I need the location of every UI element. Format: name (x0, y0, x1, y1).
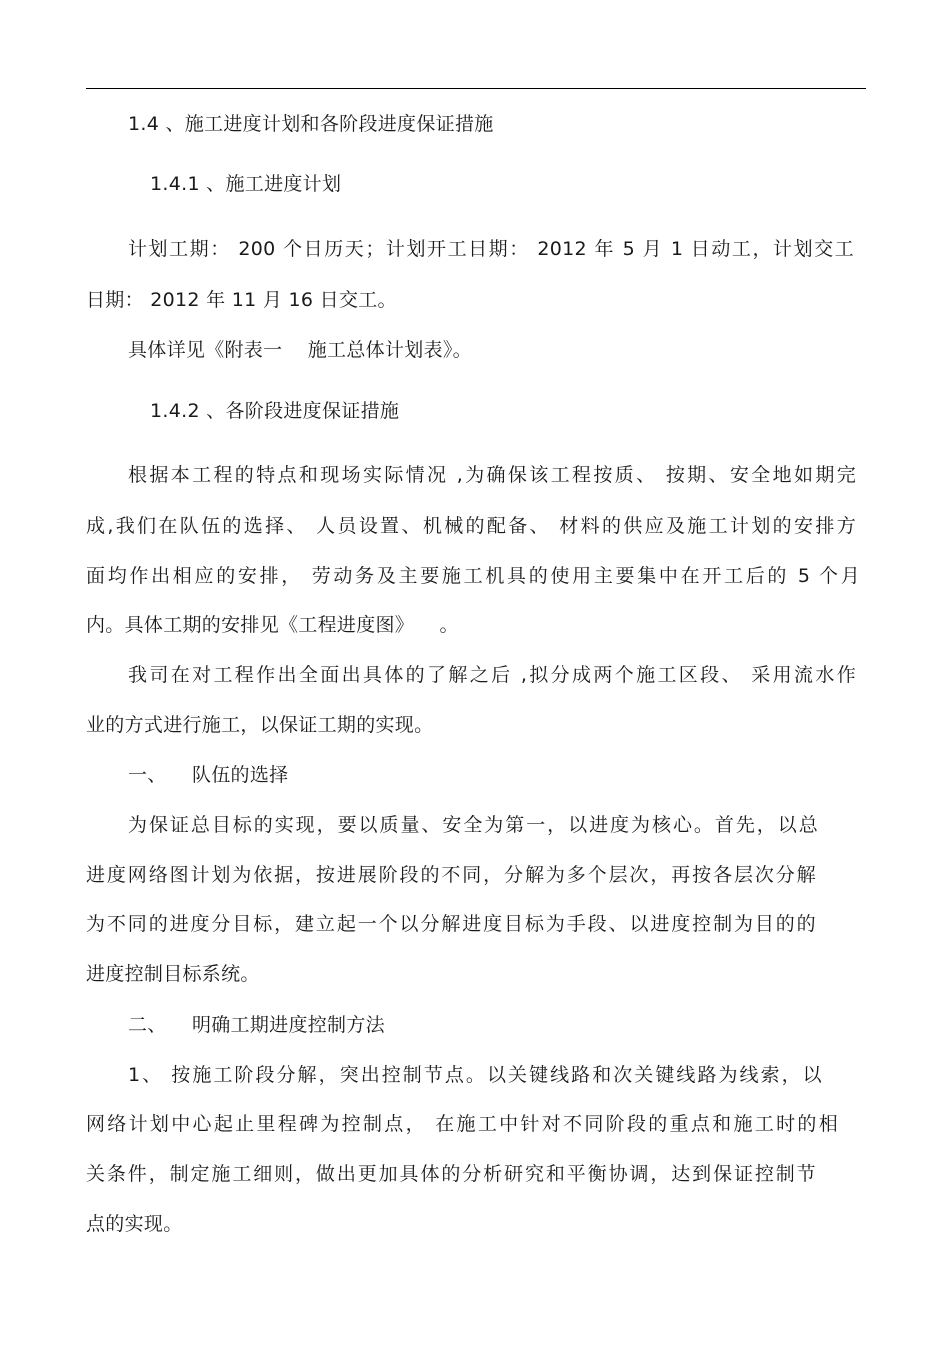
paragraph-schedule-line-1: 计划工期： 200 个日历天；计划开工日期： 2012 年 5 月 1 日动工，计划交工 (128, 238, 854, 260)
paragraph-item1-line-4: 进度控制目标系统。 (86, 963, 260, 985)
header-rule (86, 88, 866, 89)
paragraph-company-line-2: 业的方式进行施工，以保证工期的实现。 (86, 714, 434, 736)
section-title: 1.4 、施工进度计划和各阶段进度保证措施 (128, 113, 494, 135)
paragraph-item2-line-2: 网络计划中心起止里程碑为控制点， 在施工中针对不同阶段的重点和施工时的相 (86, 1113, 838, 1135)
paragraph-basis-line-4: 内。具体工期的安排见《工程进度图》 。 (86, 614, 459, 636)
paragraph-item1-line-3: 为不同的进度分目标，建立起一个以分解进度目标为手段、以进度控制为目的的 (86, 913, 816, 935)
paragraph-company-line-1: 我司在对工程作出全面出具体的了解之后 ,拟分成两个施工区段、 采用流水作 (128, 664, 856, 686)
paragraph-see-table: 具体详见《附表一 施工总体计划表》。 (128, 339, 472, 361)
paragraph-schedule-line-2: 日期： 2012 年 11 月 16 日交工。 (86, 289, 397, 311)
paragraph-item2-line-1: 1、 按施工阶段分解，突出控制节点。以关键线路和次关键线路为线索，以 (128, 1064, 822, 1086)
paragraph-item1-line-2: 进度网络图计划为依据，按进展阶段的不同，分解为多个层次，再按各层次分解 (86, 864, 816, 886)
item-2-heading: 二、 明确工期进度控制方法 (128, 1014, 385, 1036)
item-1-heading: 一、 队伍的选择 (128, 764, 289, 786)
subsection-title-1-4-2: 1.4.2 、各阶段进度保证措施 (150, 400, 400, 422)
paragraph-item1-line-1: 为保证总目标的实现，要以质量、安全为第一，以进度为核心。首先，以总 (128, 814, 818, 836)
paragraph-basis-line-1: 根据本工程的特点和现场实际情况 ,为确保该工程按质、 按期、安全地如期完 (128, 464, 856, 486)
paragraph-item2-line-3: 关条件，制定施工细则，做出更加具体的分析研究和平衡协调，达到保证控制节 (86, 1163, 816, 1185)
paragraph-basis-line-2: 成,我们在队伍的选择、 人员设置、机械的配备、 材料的供应及施工计划的安排方 (86, 515, 856, 537)
paragraph-basis-line-3: 面均作出相应的安排， 劳动务及主要施工机具的使用主要集中在开工后的 5 个月 (86, 565, 860, 587)
paragraph-item2-line-4: 点的实现。 (86, 1213, 183, 1235)
subsection-title-1-4-1: 1.4.1 、施工进度计划 (150, 173, 342, 195)
